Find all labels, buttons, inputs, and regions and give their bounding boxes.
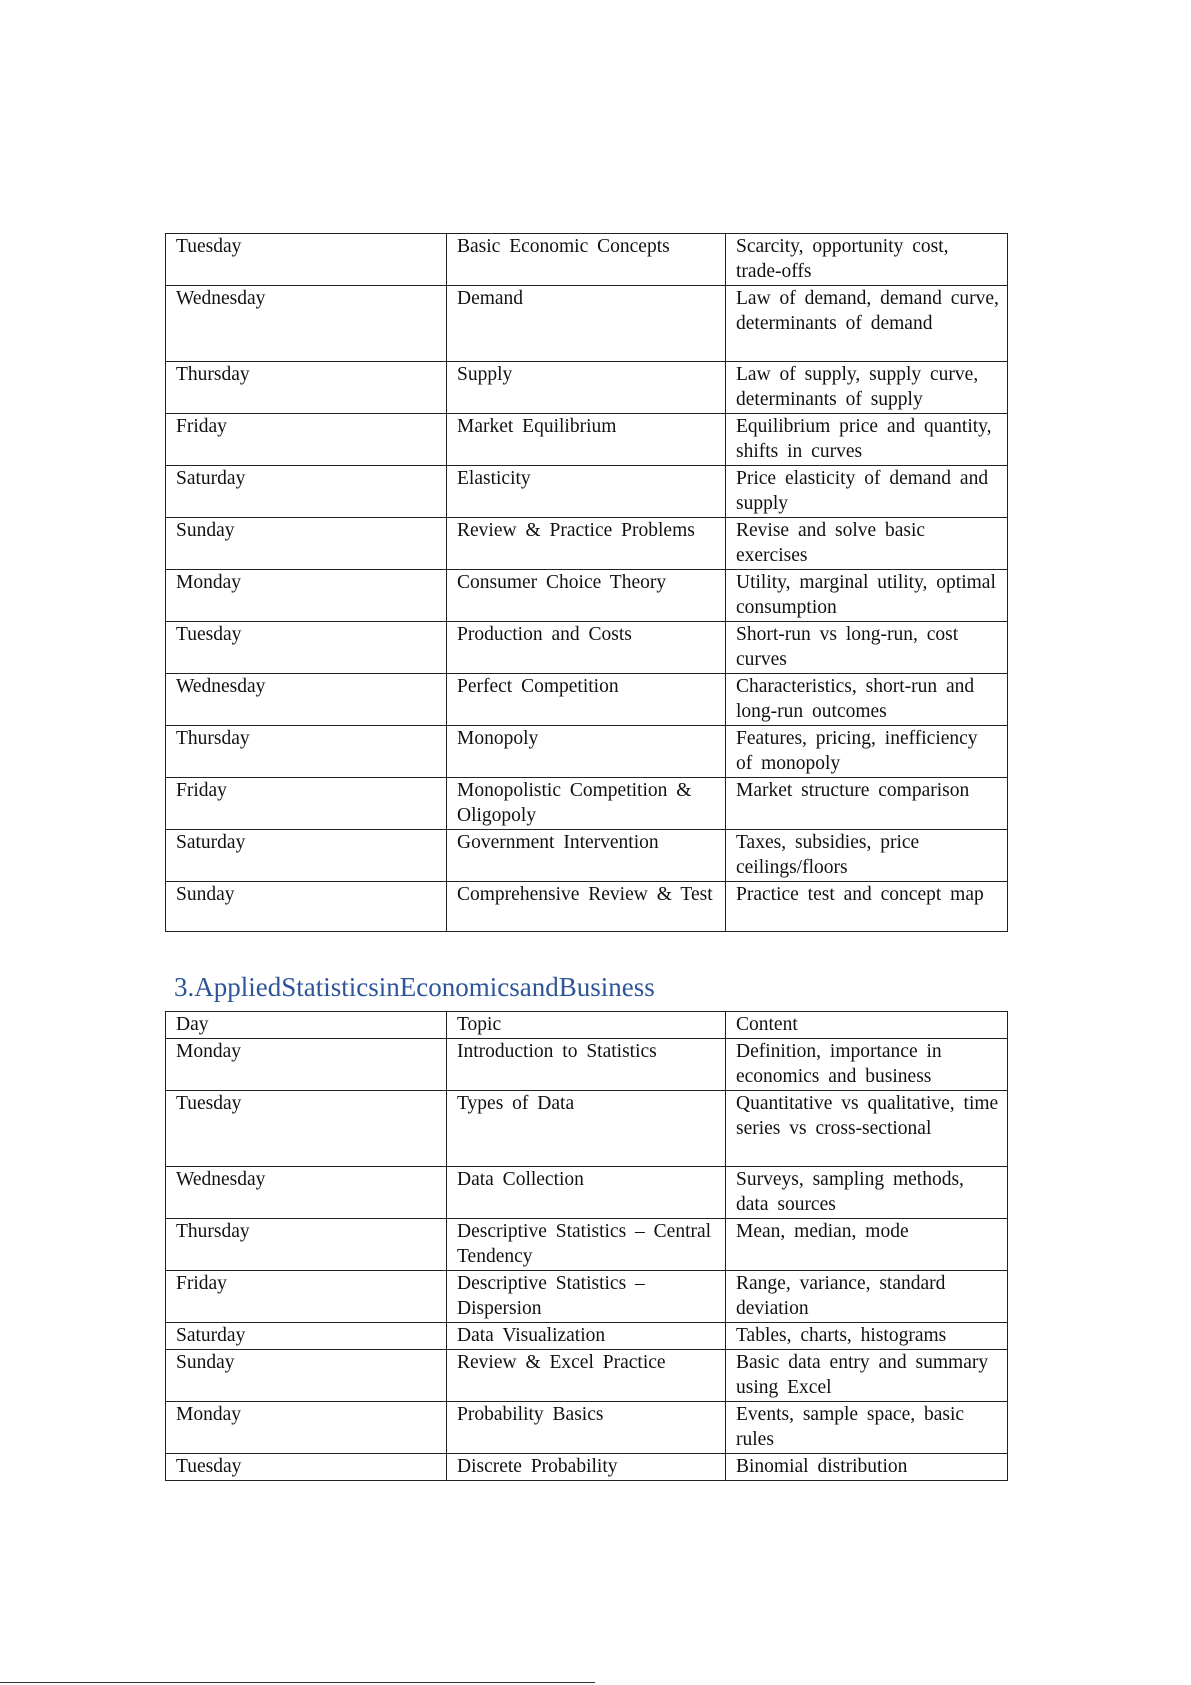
table-row: [166, 674, 1008, 726]
day-cell: Friday: [166, 778, 447, 830]
day-cell: Wednesday: [166, 286, 447, 362]
topic-cell: Review & Excel Practice: [447, 1350, 726, 1402]
table-row: [166, 414, 1008, 466]
table-row: [166, 1091, 1008, 1167]
content-cell: Surveys, sampling methods, data sources: [726, 1167, 1008, 1219]
topic-cell: Descriptive Statistics – Dispersion: [447, 1271, 726, 1323]
table-row: [166, 1454, 1008, 1481]
content-cell: Equilibrium price and quantity, shifts in curves: [726, 414, 1008, 466]
topic-cell: Market Equilibrium: [447, 414, 726, 466]
table-row: [166, 1350, 1008, 1402]
topic-cell: Introduction to Statistics: [447, 1039, 726, 1091]
content-cell: Quantitative vs qualitative, time series vs cross-sectional: [726, 1091, 1008, 1167]
day-cell: Saturday: [166, 830, 447, 882]
topic-cell: Perfect Competition: [447, 674, 726, 726]
content-cell: Features, pricing, inefficiency of monopoly: [726, 726, 1008, 778]
content-cell: Law of supply, supply curve, determinants of supply: [726, 362, 1008, 414]
schedule-table-statistics: [165, 1011, 1008, 1481]
topic-cell: Consumer Choice Theory: [447, 570, 726, 622]
day-cell: Thursday: [166, 1219, 447, 1271]
day-cell: Saturday: [166, 466, 447, 518]
content-cell: Definition, importance in economics and business: [726, 1039, 1008, 1091]
content-cell: Law of demand, demand curve, determinants of demand: [726, 286, 1008, 362]
topic-cell: Government Intervention: [447, 830, 726, 882]
topic-cell: Monopolistic Competition & Oligopoly: [447, 778, 726, 830]
table-row: [166, 286, 1008, 362]
footer-divider: [0, 1682, 595, 1683]
table-row: [166, 1039, 1008, 1091]
day-cell: Thursday: [166, 362, 447, 414]
content-cell: Scarcity, opportunity cost, trade-offs: [726, 234, 1008, 286]
topic-cell: Comprehensive Review & Test: [447, 882, 726, 932]
table-row: [166, 1323, 1008, 1350]
column-header-topic: Topic: [447, 1012, 726, 1039]
topic-cell: Types of Data: [447, 1091, 726, 1167]
column-header-day: Day: [166, 1012, 447, 1039]
table-row: [166, 882, 1008, 932]
day-cell: Saturday: [166, 1323, 447, 1350]
content-cell: Binomial distribution: [726, 1454, 1008, 1481]
day-cell: Tuesday: [166, 1091, 447, 1167]
table-row: [166, 518, 1008, 570]
day-cell: Wednesday: [166, 674, 447, 726]
day-cell: Tuesday: [166, 1454, 447, 1481]
content-cell: Taxes, subsidies, price ceilings/floors: [726, 830, 1008, 882]
table-row: [166, 1271, 1008, 1323]
content-cell: Characteristics, short-run and long-run outcomes: [726, 674, 1008, 726]
table-row: [166, 1167, 1008, 1219]
day-cell: Monday: [166, 570, 447, 622]
day-cell: Tuesday: [166, 622, 447, 674]
table-row: [166, 234, 1008, 286]
content-cell: Utility, marginal utility, optimal consumption: [726, 570, 1008, 622]
topic-cell: Monopoly: [447, 726, 726, 778]
topic-cell: Basic Economic Concepts: [447, 234, 726, 286]
topic-cell: Probability Basics: [447, 1402, 726, 1454]
table-row: [166, 622, 1008, 674]
table-row: [166, 830, 1008, 882]
content-cell: Tables, charts, histograms: [726, 1323, 1008, 1350]
content-cell: Market structure comparison: [726, 778, 1008, 830]
day-cell: Tuesday: [166, 234, 447, 286]
day-cell: Sunday: [166, 518, 447, 570]
topic-cell: Data Visualization: [447, 1323, 726, 1350]
day-cell: Wednesday: [166, 1167, 447, 1219]
topic-cell: Data Collection: [447, 1167, 726, 1219]
day-cell: Sunday: [166, 1350, 447, 1402]
topic-cell: Discrete Probability: [447, 1454, 726, 1481]
day-cell: Monday: [166, 1402, 447, 1454]
content-cell: Practice test and concept map: [726, 882, 1008, 932]
table-row: [166, 570, 1008, 622]
day-cell: Monday: [166, 1039, 447, 1091]
day-cell: Friday: [166, 414, 447, 466]
day-cell: Thursday: [166, 726, 447, 778]
table-row: [166, 362, 1008, 414]
topic-cell: Production and Costs: [447, 622, 726, 674]
content-cell: Range, variance, standard deviation: [726, 1271, 1008, 1323]
table-row: [166, 466, 1008, 518]
content-cell: Price elasticity of demand and supply: [726, 466, 1008, 518]
topic-cell: Demand: [447, 286, 726, 362]
section-title: 3.AppliedStatisticsinEconomicsandBusiness: [174, 972, 655, 1002]
topic-cell: Supply: [447, 362, 726, 414]
content-cell: Mean, median, mode: [726, 1219, 1008, 1271]
topic-cell: Descriptive Statistics – Central Tendency: [447, 1219, 726, 1271]
table-header-row: [166, 1012, 1008, 1039]
table-row: [166, 1402, 1008, 1454]
day-cell: Sunday: [166, 882, 447, 932]
content-cell: Revise and solve basic exercises: [726, 518, 1008, 570]
table-row: [166, 726, 1008, 778]
topic-cell: Elasticity: [447, 466, 726, 518]
content-cell: Basic data entry and summary using Excel: [726, 1350, 1008, 1402]
schedule-table-microeconomics: [165, 233, 1008, 932]
content-cell: Short-run vs long-run, cost curves: [726, 622, 1008, 674]
topic-cell: Review & Practice Problems: [447, 518, 726, 570]
table-row: [166, 1219, 1008, 1271]
table-row: [166, 778, 1008, 830]
content-cell: Events, sample space, basic rules: [726, 1402, 1008, 1454]
column-header-content: Content: [726, 1012, 1008, 1039]
day-cell: Friday: [166, 1271, 447, 1323]
